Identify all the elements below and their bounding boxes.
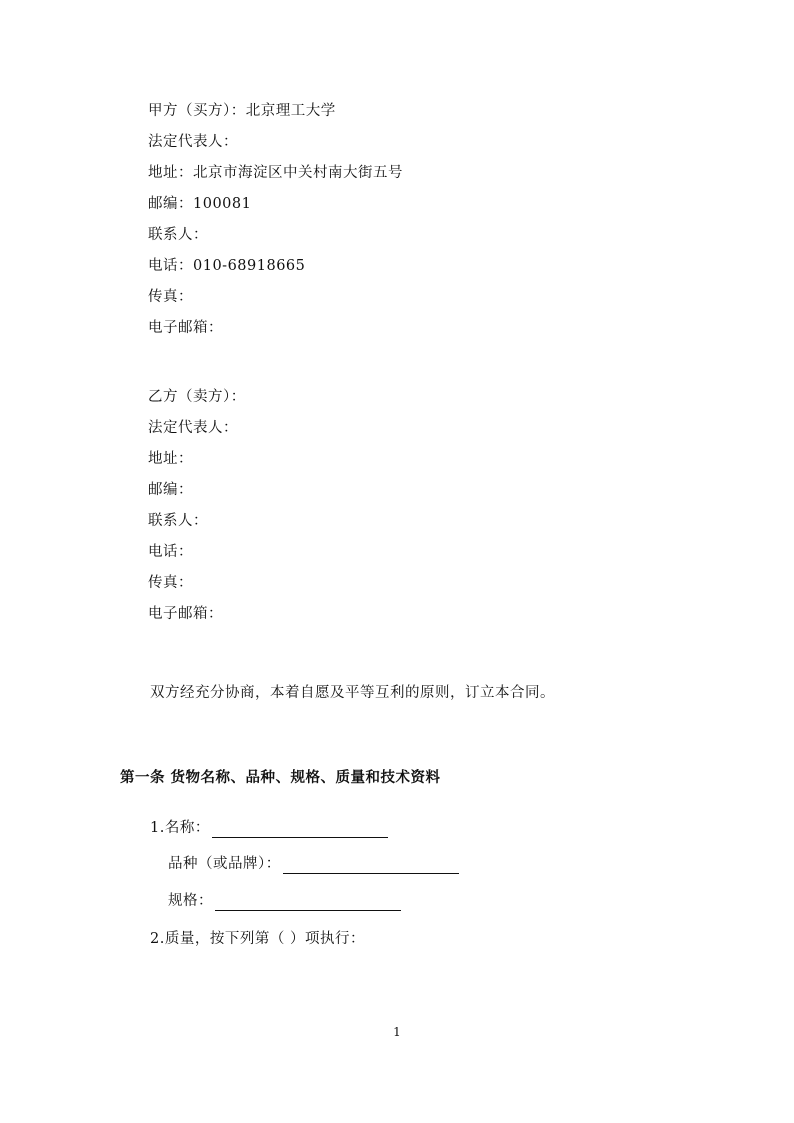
party-a-phone: 电话：010-68918665 <box>148 258 306 274</box>
page-number: 1 <box>393 1025 401 1039</box>
party-b-title: 乙方（卖方）： <box>148 389 246 405</box>
name-blank-line[interactable] <box>212 821 388 838</box>
party-b-phone: 电话： <box>148 544 193 560</box>
name-row <box>150 818 388 838</box>
party-b-address: 地址： <box>148 451 193 467</box>
party-b-legal-rep: 法定代表人： <box>148 420 238 436</box>
party-a-email: 电子邮箱： <box>148 320 223 336</box>
party-a-contact: 联系人： <box>148 227 208 243</box>
party-b-fax: 传真： <box>148 575 193 591</box>
party-b-contact: 联系人： <box>148 513 208 529</box>
party-a-legal-rep: 法定代表人： <box>148 134 238 150</box>
party-a-postcode: 邮编：100081 <box>148 196 252 212</box>
article-1-heading: 第一条 货物名称、品种、规格、质量和技术资料 <box>120 769 441 786</box>
variety-blank-line[interactable] <box>283 857 459 874</box>
party-a-title: 甲方（买方）：北京理工大学 <box>148 103 336 119</box>
spec-row <box>168 891 401 911</box>
spec-label: 规格： <box>168 893 213 909</box>
spec-blank-line[interactable] <box>215 894 401 911</box>
party-b-email: 电子邮箱： <box>148 606 223 622</box>
name-label: 1.名称： <box>150 820 210 836</box>
variety-label: 品种（或品牌）： <box>168 856 281 872</box>
quality-clause: 2.质量，按下列第（ ）项执行： <box>150 931 365 947</box>
party-b-postcode: 邮编： <box>148 482 193 498</box>
party-a-address: 地址：北京市海淀区中关村南大街五号 <box>148 165 403 181</box>
intro-paragraph: 双方经充分协商，本着自愿及平等互利的原则，订立本合同。 <box>150 685 555 701</box>
variety-row <box>168 854 459 874</box>
party-a-fax: 传真： <box>148 289 193 305</box>
